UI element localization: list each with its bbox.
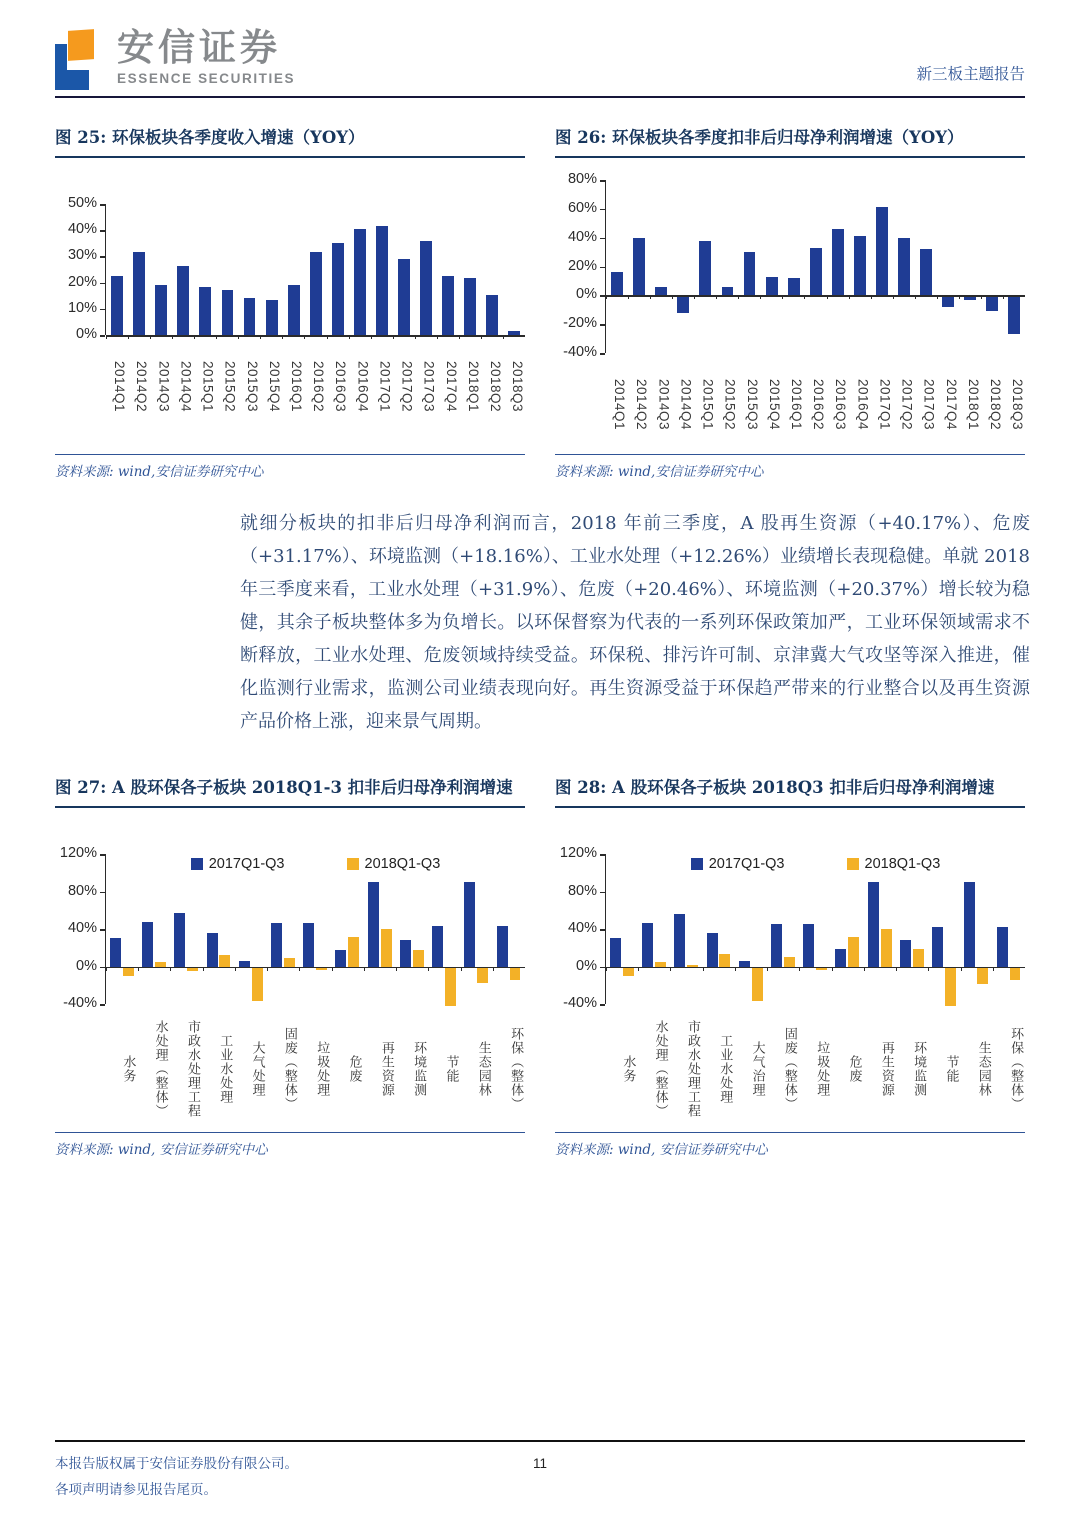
figure-27-chart xyxy=(55,845,525,1130)
page-footer xyxy=(55,1440,1025,1503)
x-tick-label: 节能 xyxy=(943,1055,959,1083)
bar xyxy=(848,937,859,967)
x-tick-label: 2015Q1 xyxy=(700,379,716,431)
y-tick-label: 0% xyxy=(76,957,97,974)
x-tick-label: 2014Q1 xyxy=(612,379,628,431)
bar-slot xyxy=(371,204,393,335)
legend-item: 2017Q1-Q3 xyxy=(191,856,285,872)
bar xyxy=(744,252,756,295)
bar xyxy=(174,913,185,966)
x-tick-label: 节能 xyxy=(443,1055,459,1083)
x-tick-label: 2014Q3 xyxy=(656,379,672,431)
bar xyxy=(497,926,508,966)
y-tick-label: 120% xyxy=(59,845,97,861)
bar xyxy=(900,940,911,966)
bar-slot xyxy=(238,204,260,335)
x-tick-label: 2017Q3 xyxy=(421,361,437,413)
y-tick-label: -20% xyxy=(563,315,597,332)
x-tick-label: 2017Q1 xyxy=(377,361,393,413)
bar xyxy=(932,927,943,966)
bar xyxy=(788,278,800,295)
x-tick-label: 水处理（整体） xyxy=(152,1020,168,1118)
bar-slot xyxy=(299,854,331,1004)
bar-slot xyxy=(349,204,371,335)
y-tick-label: 120% xyxy=(559,845,597,861)
bar xyxy=(271,923,282,966)
bar xyxy=(722,287,734,296)
bar xyxy=(997,927,1008,966)
x-tick-label: 2015Q3 xyxy=(744,379,760,431)
x-tick-label: 2016Q2 xyxy=(311,361,327,413)
bar xyxy=(239,961,250,967)
bar-slot xyxy=(893,180,915,353)
figure-27-title: 图 27: A 股环保各子板块 2018Q1-3 扣非后归母净利润增速 xyxy=(55,774,525,808)
bar xyxy=(986,297,998,311)
bar xyxy=(445,968,456,1006)
bar xyxy=(400,940,411,966)
x-tick-label: 2017Q2 xyxy=(899,379,915,431)
x-tick-label: 市政水处理工程 xyxy=(184,1020,200,1118)
bar xyxy=(876,207,888,295)
plot-area xyxy=(105,204,525,335)
bar xyxy=(699,241,711,296)
bar xyxy=(942,297,954,307)
x-tick-label: 大气治理 xyxy=(749,1041,765,1097)
x-tick-label: 环境监测 xyxy=(911,1041,927,1097)
y-tick-label: 30% xyxy=(67,247,97,264)
x-tick-label: 2015Q2 xyxy=(722,379,738,431)
x-tick-label: 环保（整体） xyxy=(1008,1027,1024,1111)
chart-legend xyxy=(606,856,1025,872)
report-type-label: 新三板主题报告 xyxy=(916,65,1025,83)
bar-slot xyxy=(650,180,672,353)
x-tick-label: 水处理（整体） xyxy=(652,1020,668,1118)
bar xyxy=(207,933,218,967)
x-tick-label: 垃圾处理 xyxy=(314,1041,330,1097)
x-tick-label: 固废（整体） xyxy=(281,1027,297,1111)
bar xyxy=(752,968,763,1001)
x-axis-labels xyxy=(105,335,525,435)
bar xyxy=(739,961,750,967)
bar-slot xyxy=(606,180,628,353)
bar-slot xyxy=(327,204,349,335)
bar xyxy=(655,962,666,967)
bar xyxy=(177,266,189,335)
plot-area xyxy=(605,180,1025,353)
disclaimer-line: 各项声明请参见报告尾页。 xyxy=(55,1481,217,1498)
y-tick-label: 40% xyxy=(67,221,97,238)
figure-26-source: 资料来源: wind,安信证券研究中心 xyxy=(555,464,764,480)
figure-25 xyxy=(55,124,525,481)
x-tick-label: 2016Q3 xyxy=(833,379,849,431)
bar xyxy=(413,950,424,967)
bar-slot xyxy=(993,854,1025,1004)
bar xyxy=(284,958,295,966)
x-axis-labels xyxy=(105,1004,525,1130)
bar xyxy=(303,923,314,966)
figure-26-chart xyxy=(555,171,1026,453)
bar xyxy=(803,924,814,966)
bar xyxy=(111,276,123,335)
legend-item: 2018Q1-Q3 xyxy=(347,856,441,872)
y-axis xyxy=(55,845,105,1011)
x-tick-label: 大气处理 xyxy=(249,1041,265,1097)
bar-slot xyxy=(961,854,993,1004)
x-axis-labels xyxy=(605,353,1025,453)
page-number: 11 xyxy=(532,1456,547,1471)
bar xyxy=(222,290,234,335)
bar xyxy=(442,276,454,335)
figure-25-title: 图 25: 环保板块各季度收入增速（YOY） xyxy=(55,124,525,158)
bar xyxy=(510,968,521,980)
bar-slot xyxy=(437,204,459,335)
bar xyxy=(219,955,230,966)
x-tick-label: 2015Q2 xyxy=(222,361,238,413)
bar xyxy=(332,243,344,335)
bar xyxy=(1010,968,1021,980)
bar-slot xyxy=(799,854,831,1004)
bar xyxy=(766,277,778,296)
copyright-line: 本报告版权属于安信证券股份有限公司。 xyxy=(55,1456,298,1472)
analysis-paragraph: 就细分板块的扣非后归母净利润而言，2018 年前三季度，A 股再生资源（+40.17%）、危废（+31.17%）、环境监测（+18.16%）、工业水处理（+12.26%）业绩增长表现稳健。单就 2018 年三季度来看，工业水处理（+31.9%）、危废（+20.46%）、环境监测（+20.37%）增长较为稳健，其余子板块整体多为负增长。以环保督察为代表的一系列环保政策加严，工业环保领域需求不断释放，工业水处理、危废领域持续受益。环保税、排污许可制、京津冀大气攻坚等深入推进，催化监测行业需求，监测公司业绩表现向好。再生资源受益于环保趋严带来的行业整合以及再生资源产品价格上涨，迎来景气周期。 xyxy=(240,513,1030,732)
bar-slot xyxy=(106,854,138,1004)
bar xyxy=(633,238,645,296)
bar xyxy=(810,248,822,296)
x-tick-label: 2016Q1 xyxy=(788,379,804,431)
y-tick-label: 0% xyxy=(76,326,97,342)
x-tick-label: 2014Q2 xyxy=(634,379,650,431)
bar xyxy=(335,950,346,967)
x-tick-label: 2016Q4 xyxy=(355,361,371,413)
x-tick-label: 2016Q2 xyxy=(811,379,827,431)
bar xyxy=(610,938,621,966)
bar xyxy=(623,968,634,976)
bar xyxy=(464,278,476,335)
x-tick-label: 环保（整体） xyxy=(508,1027,524,1111)
legend-swatch-icon xyxy=(191,858,203,870)
bar xyxy=(977,968,988,984)
legend-swatch-icon xyxy=(347,858,359,870)
bar-slot xyxy=(364,854,396,1004)
bar-slot xyxy=(896,854,928,1004)
bar-slot xyxy=(782,180,804,353)
x-tick-label: 2014Q1 xyxy=(112,361,128,413)
x-tick-label: 危废 xyxy=(846,1055,862,1083)
bar-slot xyxy=(827,180,849,353)
bar-slot xyxy=(703,854,735,1004)
bar-slot xyxy=(767,854,799,1004)
x-tick-label: 垃圾处理 xyxy=(814,1041,830,1097)
bar xyxy=(1008,297,1020,334)
bar-slot xyxy=(959,180,981,353)
x-tick-label: 水务 xyxy=(620,1055,636,1083)
bar xyxy=(611,272,623,295)
figure-25-chart xyxy=(55,174,525,435)
x-tick-label: 2016Q1 xyxy=(288,361,304,413)
x-tick-label: 2017Q4 xyxy=(943,379,959,431)
figure-27 xyxy=(55,774,525,1159)
bar xyxy=(784,957,795,966)
y-tick-label: 20% xyxy=(67,273,97,290)
x-tick-label: 水务 xyxy=(120,1055,136,1083)
bar xyxy=(816,968,827,970)
bar-slot xyxy=(804,180,826,353)
brand-name-en: ESSENCE SECURITIES xyxy=(117,70,296,86)
bar-slot xyxy=(493,854,525,1004)
bar xyxy=(771,924,782,966)
bar-slot xyxy=(638,854,670,1004)
y-tick-label: -40% xyxy=(563,344,597,360)
brand xyxy=(55,28,295,90)
bar-slot xyxy=(503,204,525,335)
bar xyxy=(898,238,910,296)
bar xyxy=(854,236,866,295)
bar xyxy=(655,287,667,296)
bar-slot xyxy=(937,180,959,353)
x-tick-label: 2017Q3 xyxy=(921,379,937,431)
essence-securities-logo-icon xyxy=(55,30,103,90)
x-tick-label: 2018Q1 xyxy=(465,361,481,413)
y-axis xyxy=(555,171,605,360)
bar xyxy=(266,300,278,335)
x-tick-label: 2018Q3 xyxy=(510,361,526,413)
y-tick-label: 40% xyxy=(67,920,97,936)
bar-slot xyxy=(928,854,960,1004)
x-tick-label: 2016Q4 xyxy=(855,379,871,431)
bar-slot xyxy=(415,204,437,335)
header-divider xyxy=(55,96,1025,98)
y-tick-label: 80% xyxy=(67,882,97,899)
x-tick-label: 生态园林 xyxy=(475,1041,491,1097)
bar xyxy=(719,954,730,966)
bar xyxy=(642,923,653,966)
bar xyxy=(677,297,689,313)
figure-row-2 xyxy=(0,774,1080,1159)
y-tick-label: 40% xyxy=(567,228,597,245)
figure-28-title: 图 28: A 股环保各子板块 2018Q3 扣非后归母净利润增速 xyxy=(555,774,1025,808)
figure-25-source: 资料来源: wind,安信证券研究中心 xyxy=(55,464,264,480)
bar-slot xyxy=(981,180,1003,353)
bar xyxy=(881,929,892,967)
bar xyxy=(687,965,698,967)
y-axis xyxy=(55,195,105,342)
bar-slot xyxy=(760,180,782,353)
figure-28-chart xyxy=(555,845,1025,1130)
bar-slot xyxy=(428,854,460,1004)
bar xyxy=(187,968,198,971)
x-tick-label: 工业水处理 xyxy=(217,1034,233,1104)
x-tick-label: 2018Q2 xyxy=(487,361,503,413)
y-tick-label: 80% xyxy=(567,171,597,187)
x-tick-label: 2014Q4 xyxy=(178,361,194,413)
x-tick-label: 2017Q2 xyxy=(399,361,415,413)
x-tick-label: 2014Q3 xyxy=(156,361,172,413)
bar xyxy=(354,229,366,335)
chart-legend xyxy=(106,856,525,872)
bar-slot xyxy=(606,854,638,1004)
plot-area xyxy=(605,854,1025,1004)
bar xyxy=(420,241,432,335)
bar xyxy=(316,968,327,970)
y-tick-label: 0% xyxy=(576,286,597,303)
x-tick-label: 2015Q4 xyxy=(266,361,282,413)
plot-area xyxy=(105,854,525,1004)
bar xyxy=(142,922,153,966)
bar-slot xyxy=(194,204,216,335)
x-tick-label: 固废（整体） xyxy=(781,1027,797,1111)
bar xyxy=(133,252,145,335)
bar-slot xyxy=(670,854,702,1004)
bar xyxy=(310,252,322,335)
body-text-block xyxy=(0,481,1080,738)
bar xyxy=(508,331,520,335)
bar xyxy=(945,968,956,1006)
bar-slot xyxy=(138,854,170,1004)
bar xyxy=(964,882,975,966)
figure-28 xyxy=(555,774,1025,1159)
bar xyxy=(244,298,256,335)
bar-slot xyxy=(915,180,937,353)
bar xyxy=(486,295,498,335)
bar-slot xyxy=(1003,180,1025,353)
brand-name-cn: 安信证券 xyxy=(117,27,281,68)
bar xyxy=(707,933,718,967)
bar xyxy=(477,968,488,983)
bar-slot xyxy=(216,204,238,335)
y-tick-label: 0% xyxy=(576,957,597,974)
x-tick-label: 市政水处理工程 xyxy=(684,1020,700,1118)
bar-slot xyxy=(128,204,150,335)
bar-slot xyxy=(304,204,326,335)
bar xyxy=(868,882,879,966)
bar-slot xyxy=(150,204,172,335)
x-tick-label: 环境监测 xyxy=(411,1041,427,1097)
bar-slot xyxy=(203,854,235,1004)
page-header xyxy=(0,0,1080,98)
x-tick-label: 2018Q2 xyxy=(987,379,1003,431)
x-tick-label: 再生资源 xyxy=(378,1041,394,1097)
figure-27-source: 资料来源: wind, 安信证券研究中心 xyxy=(55,1142,268,1158)
bar-slot xyxy=(393,204,415,335)
bar xyxy=(368,882,379,966)
figure-28-source: 资料来源: wind, 安信证券研究中心 xyxy=(555,1142,768,1158)
x-tick-label: 2018Q3 xyxy=(1010,379,1026,431)
y-tick-label: 60% xyxy=(567,199,597,216)
y-tick-label: -40% xyxy=(563,995,597,1011)
legend-swatch-icon xyxy=(847,858,859,870)
bar-slot xyxy=(871,180,893,353)
x-tick-label: 2014Q2 xyxy=(134,361,150,413)
bar-slot xyxy=(282,204,304,335)
y-tick-label: 40% xyxy=(567,920,597,936)
y-tick-label: 20% xyxy=(567,257,597,274)
bar-slot xyxy=(106,204,128,335)
bar-slot xyxy=(332,854,364,1004)
x-tick-label: 2015Q1 xyxy=(200,361,216,413)
bar xyxy=(398,259,410,335)
x-tick-label: 工业水处理 xyxy=(717,1034,733,1104)
bar-slot xyxy=(170,854,202,1004)
y-tick-label: -40% xyxy=(63,995,97,1011)
bar xyxy=(348,937,359,966)
legend-swatch-icon xyxy=(691,858,703,870)
bar-slot xyxy=(172,204,194,335)
bar-slot xyxy=(849,180,871,353)
x-tick-label: 2015Q4 xyxy=(766,379,782,431)
bar xyxy=(432,926,443,966)
x-tick-label: 再生资源 xyxy=(878,1041,894,1097)
bar xyxy=(835,949,846,967)
bar-slot xyxy=(461,854,493,1004)
bar-slot xyxy=(628,180,650,353)
bar-slot xyxy=(832,854,864,1004)
bar-slot xyxy=(864,854,896,1004)
figure-26-title: 图 26: 环保板块各季度扣非后归母净利润增速（YOY） xyxy=(555,124,1025,158)
bar-slot xyxy=(396,854,428,1004)
x-tick-label: 2017Q4 xyxy=(443,361,459,413)
legend-item: 2017Q1-Q3 xyxy=(691,856,785,872)
bar xyxy=(376,226,388,335)
bar xyxy=(123,968,134,976)
x-tick-label: 危废 xyxy=(346,1055,362,1083)
bar-slot xyxy=(267,854,299,1004)
bar xyxy=(288,285,300,335)
bar-slot xyxy=(260,204,282,335)
figure-row-1 xyxy=(0,124,1080,481)
bar-slot xyxy=(738,180,760,353)
x-tick-label: 2017Q1 xyxy=(877,379,893,431)
x-axis-labels xyxy=(605,1004,1025,1130)
bar xyxy=(381,929,392,967)
x-tick-label: 2018Q1 xyxy=(965,379,981,431)
bar xyxy=(155,962,166,967)
y-tick-label: 50% xyxy=(67,195,97,211)
bar xyxy=(155,285,167,335)
bar-slot xyxy=(459,204,481,335)
x-tick-label: 2015Q3 xyxy=(244,361,260,413)
bar xyxy=(964,297,976,300)
bar-slot xyxy=(481,204,503,335)
bar xyxy=(110,938,121,966)
bar xyxy=(832,229,844,295)
bar-slot xyxy=(235,854,267,1004)
bar xyxy=(913,949,924,967)
figure-26 xyxy=(555,124,1025,481)
bar xyxy=(252,968,263,1001)
x-tick-label: 生态园林 xyxy=(975,1041,991,1097)
x-tick-label: 2016Q3 xyxy=(333,361,349,413)
y-axis xyxy=(555,845,605,1011)
bar xyxy=(199,287,211,335)
bar-slot xyxy=(694,180,716,353)
bar xyxy=(674,914,685,967)
bar-slot xyxy=(716,180,738,353)
y-tick-label: 10% xyxy=(67,299,97,316)
bar-slot xyxy=(735,854,767,1004)
bar xyxy=(920,249,932,295)
bar-slot xyxy=(672,180,694,353)
legend-item: 2018Q1-Q3 xyxy=(847,856,941,872)
y-tick-label: 80% xyxy=(567,882,597,899)
x-tick-label: 2014Q4 xyxy=(678,379,694,431)
bar xyxy=(464,882,475,966)
